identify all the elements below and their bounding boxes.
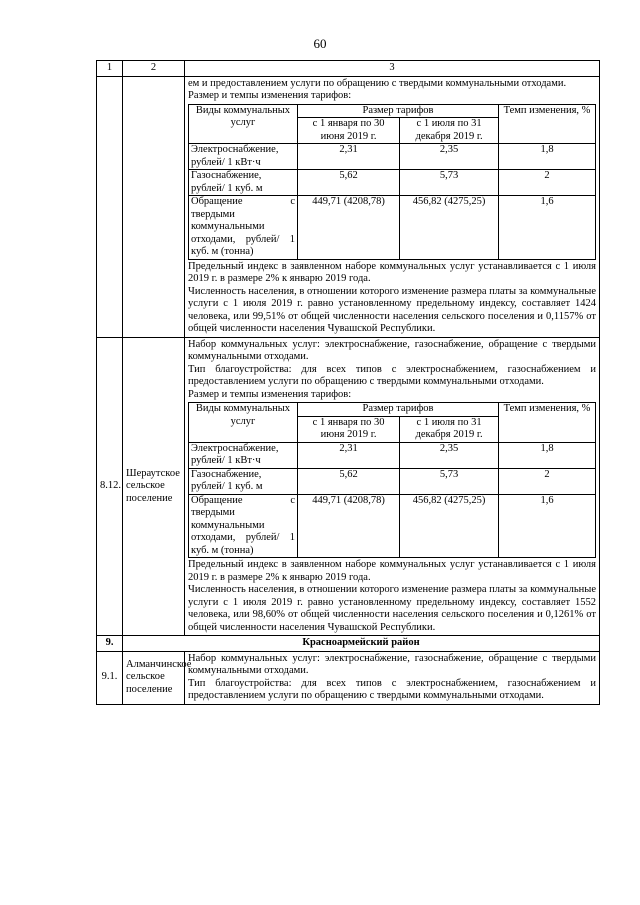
- th-services: Виды коммунальных услуг: [189, 403, 298, 443]
- header-col-2: 2: [123, 61, 185, 77]
- table-row: [97, 337, 600, 636]
- tariff-service: Обращение с твердыми коммунальными отходами, рублей/ 1 куб. м (тонна): [189, 196, 298, 260]
- tariff-rate: 1,6: [499, 494, 596, 558]
- th-period-2: с 1 июля по 31 декабря 2019 г.: [400, 118, 499, 144]
- th-period-2: с 1 июля по 31 декабря 2019 г.: [400, 416, 499, 442]
- header-col-3: 3: [185, 61, 600, 77]
- tariff-p2: 2,35: [400, 442, 499, 468]
- region-number: 9.: [97, 636, 123, 652]
- population-text: Численность населения, в отношении которого изменение размера платы за коммунальные услуги с 1 июля 2019 г. равно установленному предельному индексу, составляет 1552 человека, или 98,60% от общей численности населения сельского поселения и 0,1261% от общей численности населения Чувашской Республики.: [188, 584, 596, 633]
- row-content: [185, 337, 600, 636]
- improvement-type-text: Тип благоустройства: для всех типов с электроснабжением, газоснабжением и предоставлением услуги по обращению с твердыми коммунальными отходами.: [188, 677, 596, 701]
- th-services: Виды коммунальных услуг: [189, 104, 298, 144]
- tariff-p1: 2,31: [298, 144, 400, 170]
- region-row: [97, 636, 600, 652]
- row-name: Шераутское сельское поселение: [123, 337, 185, 636]
- th-period-1: с 1 января по 30 июня 2019 г.: [298, 118, 400, 144]
- table-row: [97, 651, 600, 704]
- limit-text: Предельный индекс в заявленном наборе коммунальных услуг устанавливается с 1 июля 2019 г. в размере 2% к январю 2019 года.: [188, 559, 596, 583]
- row-number: 8.12.: [97, 337, 123, 636]
- tariff-table: [188, 402, 596, 558]
- th-period-1: с 1 января по 30 июня 2019 г.: [298, 416, 400, 442]
- tariff-p1: 5,62: [298, 468, 400, 494]
- tariff-p1: 449,71 (4208,78): [298, 494, 400, 558]
- region-name: Красноармейский район: [123, 636, 600, 652]
- tariff-row: [189, 468, 596, 494]
- tariff-table: [188, 104, 596, 260]
- services-set-text: Набор коммунальных услуг: электроснабжение, газоснабжение, обращение с твердыми коммунальными отходами.: [188, 338, 596, 362]
- table-row: [97, 76, 600, 337]
- tariff-service: Газоснабжение, рублей/ 1 куб. м: [189, 468, 298, 494]
- tariff-row: [189, 442, 596, 468]
- tariff-service: Газоснабжение, рублей/ 1 куб. м: [189, 170, 298, 196]
- tariff-row: [189, 170, 596, 196]
- page-number: 60: [313, 36, 327, 51]
- tariff-p1: 5,62: [298, 170, 400, 196]
- tariff-p2: 456,82 (4275,25): [400, 196, 499, 260]
- tariff-rate: 1,8: [499, 144, 596, 170]
- tariff-p2: 456,82 (4275,25): [400, 494, 499, 558]
- row-content: [185, 651, 600, 704]
- tariff-p2: 5,73: [400, 468, 499, 494]
- tariff-p1: 2,31: [298, 442, 400, 468]
- improvement-type-text: Тип благоустройства: для всех типов с электроснабжением, газоснабжением и предоставлением услуги по обращению с твердыми коммунальными отходами.: [188, 363, 596, 387]
- tariff-rate: 1,6: [499, 196, 596, 260]
- th-size: Размер тарифов: [298, 403, 499, 417]
- intro-text: ем и предоставлением услуги по обращению с твердыми коммунальными отходами.: [188, 77, 567, 89]
- tariff-row: [189, 196, 596, 260]
- main-table: [96, 60, 600, 705]
- header-col-1: 1: [97, 61, 123, 77]
- tariff-service: Обращение с твердыми коммунальными отходами, рублей/ 1 куб. м (тонна): [189, 494, 298, 558]
- tariff-p2: 5,73: [400, 170, 499, 196]
- header-row: [97, 61, 600, 77]
- row-name: [123, 76, 185, 337]
- row-number: 9.1.: [97, 651, 123, 704]
- tariff-service: Электроснабжение, рублей/ 1 кВт·ч: [189, 442, 298, 468]
- population-text: Численность населения, в отношении которого изменение размера платы за коммунальные услуги с 1 июля 2019 г. равно установленному предельному индексу, составляет 1424 человека, или 99,51% от общей численности населения сельского поселения и 0,1157% от общей численности населения Чувашской Республики.: [188, 285, 596, 334]
- tariff-row: [189, 144, 596, 170]
- th-size: Размер тарифов: [298, 104, 499, 118]
- row-content: [185, 76, 600, 337]
- th-rate: Темп изменения, %: [499, 403, 596, 443]
- tariff-p1: 449,71 (4208,78): [298, 196, 400, 260]
- tariff-rate: 2: [499, 468, 596, 494]
- tariff-p2: 2,35: [400, 144, 499, 170]
- row-number: [97, 76, 123, 337]
- limit-text: Предельный индекс в заявленном наборе коммунальных услуг устанавливается с 1 июля 2019 г. в размере 2% к январю 2019 года.: [188, 260, 596, 284]
- tariff-title: Размер и темпы изменения тарифов:: [188, 90, 352, 101]
- row-name: Алманчинское сельское поселение: [123, 651, 185, 704]
- tariff-rate: 2: [499, 170, 596, 196]
- tariff-row: [189, 494, 596, 558]
- services-set-text: Набор коммунальных услуг: электроснабжение, газоснабжение, обращение с твердыми коммунальными отходами.: [188, 652, 596, 676]
- tariff-rate: 1,8: [499, 442, 596, 468]
- tariff-service: Электроснабжение, рублей/ 1 кВт·ч: [189, 144, 298, 170]
- tariff-title: Размер и темпы изменения тарифов:: [188, 388, 352, 400]
- th-rate: Темп изменения, %: [499, 104, 596, 144]
